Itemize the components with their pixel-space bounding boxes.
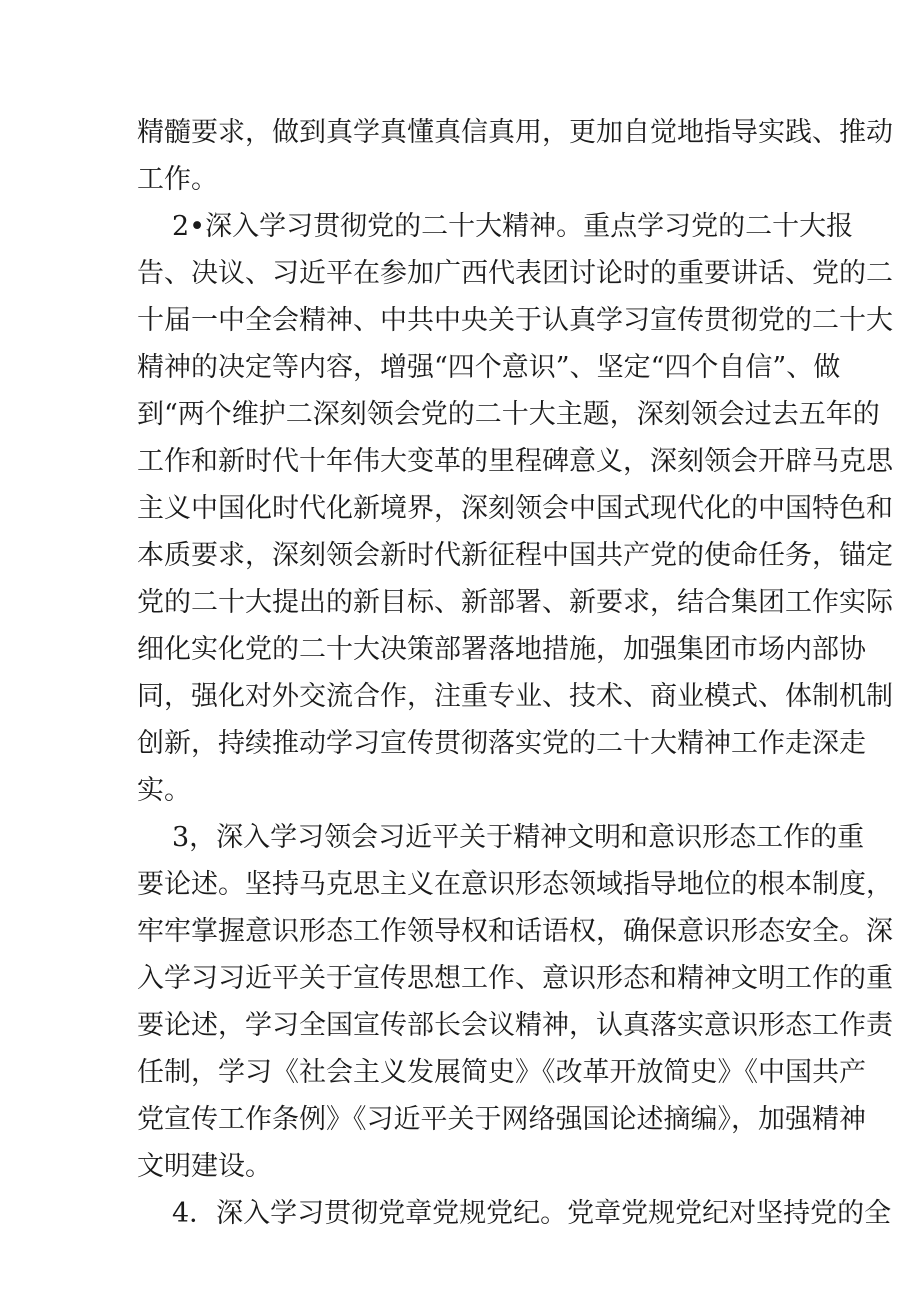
text-line: 到“两个维护二深刻领会党的二十大主题，深刻领会过去五年的 [137, 399, 880, 430]
text-line: 创新，持续推动学习宣传贯彻落实党的二十大精神工作走深走 [137, 728, 866, 759]
text-line: 要论述，学习全国宣传部长会议精神，认真落实意识形态工作责 [137, 1010, 893, 1041]
paragraph-2-first-line: 2•深入学习贯彻党的二十大精神。重点学习党的二十大报 [172, 211, 854, 242]
text-line: 实。 [137, 775, 191, 806]
text-line: 文明建设。 [137, 1151, 272, 1182]
text-line: 本质要求，深刻领会新时代新征程中国共产党的使命任务，锚定 [137, 540, 893, 571]
text-line: 任制，学习《社会主义发展简史》《改革开放简史》《中国共产 [137, 1057, 866, 1088]
text-line: 党的二十大提出的新目标、新部署、新要求，结合集团工作实际 [137, 587, 893, 618]
text-line: 牢牢掌握意识形态工作领导权和话语权，确保意识形态安全。深 [137, 916, 893, 947]
text-line: 入学习习近平关于宣传思想工作、意识形态和精神文明工作的重 [137, 963, 893, 994]
text-line: 告、决议、习近平在参加广西代表团讨论时的重要讲话、党的二 [137, 258, 893, 289]
text-line: 精神的决定等内容，增强“四个意识”、坚定“四个自信”、做 [137, 352, 841, 383]
paragraph-3-first-line: 3，深入学习领会习近平关于精神文明和意识形态工作的重 [172, 822, 865, 853]
paragraph-4-first-line: 4．深入学习贯彻党章党规党纪。党章党规党纪对坚持党的全 [172, 1198, 892, 1229]
text-line: 精髓要求，做到真学真懂真信真用，更加自觉地指导实践、推动 [137, 117, 893, 148]
text-line: 细化实化党的二十大决策部署落地措施，加强集团市场内部协 [137, 634, 866, 665]
text-line: 工作和新时代十年伟大变革的里程碑意义，深刻领会开辟马克思 [137, 446, 893, 477]
text-line: 同，强化对外交流合作，注重专业、技术、商业模式、体制机制 [137, 681, 893, 712]
text-line: 主义中国化时代化新境界，深刻领会中国式现代化的中国特色和 [137, 493, 893, 524]
text-line: 要论述。坚持马克思主义在意识形态领域指导地位的根本制度， [137, 869, 893, 900]
text-line: 十届一中全会精神、中共中央关于认真学习宣传贯彻党的二十大 [137, 305, 893, 336]
text-line: 党宣传工作条例》《习近平关于网络强国论述摘编》，加强精神 [137, 1104, 866, 1135]
text-line: 工作。 [137, 164, 218, 195]
